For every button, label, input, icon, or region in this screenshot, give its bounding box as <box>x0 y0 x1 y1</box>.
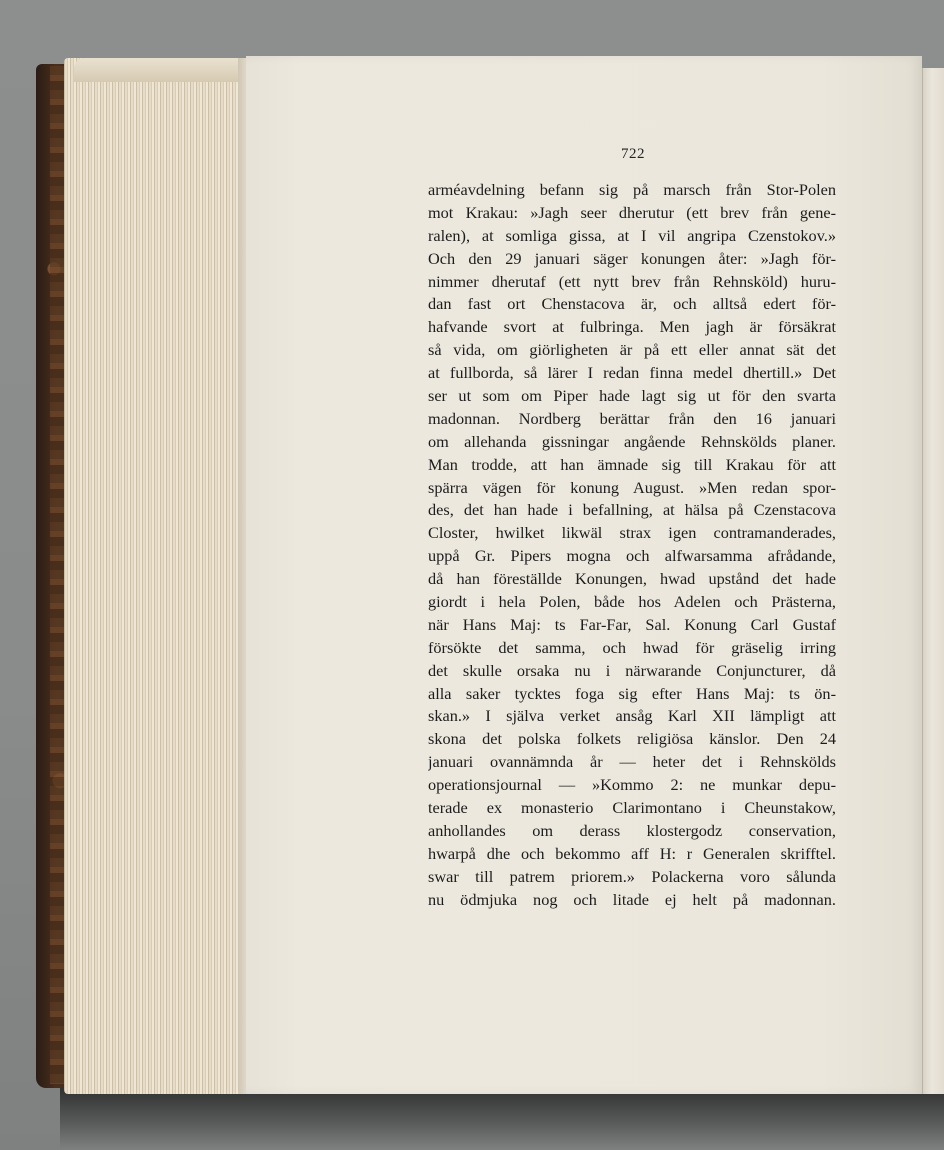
text-line: hafvande svort at fulbringa. Men jagh är försäkrat <box>428 317 836 337</box>
text-line: nimmer dherutaf (ett nytt brev från Rehnsköld) huru- <box>428 271 836 291</box>
text-line: nu ödmjuka nog och litade ej helt på madonnan. <box>428 889 836 909</box>
text-line: giordt i hela Polen, både hos Adelen och Prästerna, <box>428 592 836 612</box>
text-line: försökte det samma, och hwad för gräselig irring <box>428 637 836 657</box>
text-line: anhollandes om derass klostergodz conservation, <box>428 820 836 840</box>
text-line: operationsjournal — »Kommo 2: ne munkar depu- <box>428 775 836 795</box>
text-line: då han föreställde Konungen, hwad upstånd det hade <box>428 569 836 589</box>
text-line: Och den 29 januari säger konungen åter: »Jagh för- <box>428 248 836 268</box>
book-shadow <box>60 1085 944 1150</box>
text-line: ser ut som om Piper hade lagt sig ut för den svarta <box>428 386 836 406</box>
text-line: mot Krakau: »Jagh seer dherutur (ett brev från gene- <box>428 202 836 222</box>
text-line: januari ovannämnda år — heter det i Rehnskölds <box>428 752 836 772</box>
text-line: dan fast ort Chenstacova är, och alltså edert för- <box>428 294 836 314</box>
text-line: ralen), at somliga gissa, at I vil angripa Czenstokov.» <box>428 225 836 245</box>
body-text <box>428 179 836 912</box>
text-line: at fullborda, så lärer I redan finna medel dhertill.» Det <box>428 363 836 383</box>
text-line: alla saker tycktes foga sig efter Hans Maj: ts ön- <box>428 683 836 703</box>
page-number: 722 <box>621 146 645 162</box>
text-line: hwarpå dhe och bekommo aff H: r Generalen skrifftel. <box>428 843 836 863</box>
text-line: så vida, om giörligheten är på ett eller annat sät det <box>428 340 836 360</box>
text-line: om allehanda gissningar angående Rehnskölds planer. <box>428 431 836 451</box>
text-line: swar till patrem priorem.» Polackerna voro sålunda <box>428 866 836 886</box>
page-stack-edge <box>64 58 246 1094</box>
text-line: terade ex monasterio Clarimontano i Cheunstakow, <box>428 798 836 818</box>
next-page-edge <box>922 68 944 1094</box>
text-line: madonnan. Nordberg berättar från den 16 januari <box>428 408 836 428</box>
text-line: det skulle orsaka nu i närwarande Conjuncturer, då <box>428 660 836 680</box>
page-stack-top <box>74 58 246 82</box>
text-line: när Hans Maj: ts Far-Far, Sal. Konung Carl Gustaf <box>428 614 836 634</box>
text-line: Closter, hwilket likwäl strax igen contramanderades, <box>428 523 836 543</box>
text-line: skona det polska folkets religiösa känslor. Den 24 <box>428 729 836 749</box>
text-line: arméavdelning befann sig på marsch från Stor-Polen <box>428 180 836 199</box>
text-line: spärra vägen för konung August. »Men redan spor- <box>428 477 836 497</box>
text-line: uppå Gr. Pipers mogna och alfwarsamma afrådande, <box>428 546 836 566</box>
text-line: skan.» I själva verket ansåg Karl XII lämpligt att <box>428 706 836 726</box>
text-line: Man trodde, att han ämnade sig till Krakau för att <box>428 454 836 474</box>
text-line: des, det han hade i befallning, at hälsa på Czenstacova <box>428 500 836 520</box>
